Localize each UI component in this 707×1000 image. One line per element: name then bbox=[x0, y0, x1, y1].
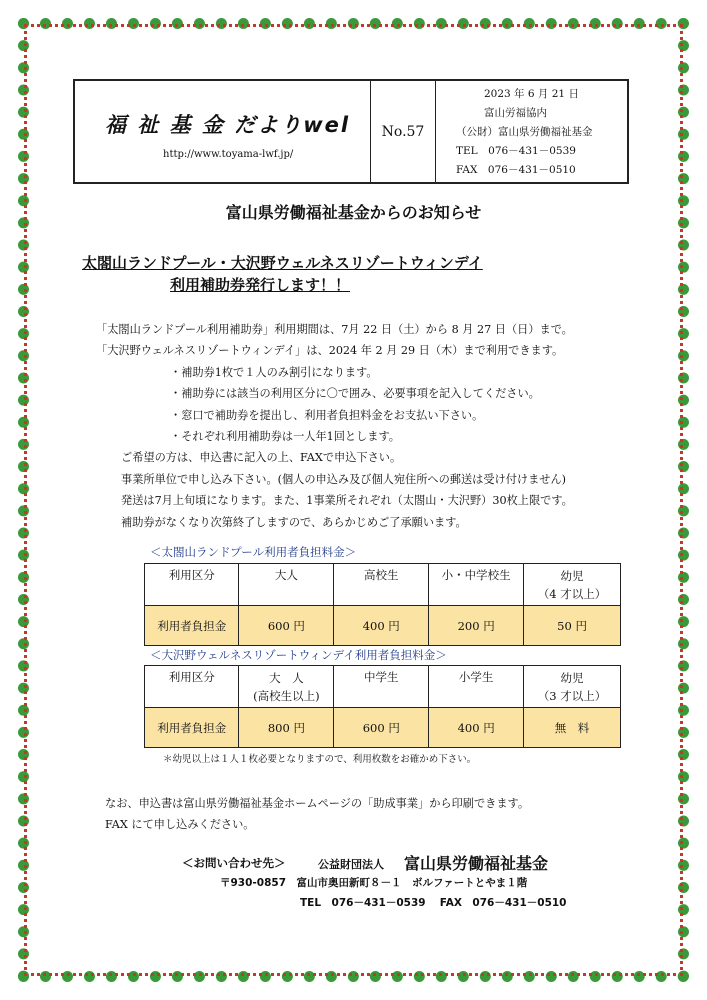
header-sublabel: (高校生以上) bbox=[253, 688, 320, 703]
body-line: 「大沢野ウェルネスリゾートウィンデイ」は、2024 年 2 月 29 日（木）まで利用できます。 bbox=[96, 344, 564, 357]
body-bullet: ・補助券には該当の利用区分に〇で囲み、必要事項を記入してください。 bbox=[170, 387, 540, 400]
closing-line: なお、申込書は富山県労働福祉基金ホームページの「助成事業」から印刷できます。 bbox=[105, 797, 530, 810]
table-header-cell bbox=[524, 564, 621, 606]
price-cell: 200 円 bbox=[429, 606, 524, 646]
table-header-cell: 高校生 bbox=[334, 564, 429, 606]
price-cell: 600 円 bbox=[334, 708, 429, 748]
body-bullet: ・窓口で補助券を提出し、利用者負担料金をお支払い下さい。 bbox=[170, 409, 484, 422]
body-bullet: ・補助券1枚で１人のみ割引になります。 bbox=[170, 366, 378, 379]
price-cell: 50 円 bbox=[524, 606, 621, 646]
body-line: 発送は7月上旬頃になります。また、1事業所それぞれ（太閤山・大沢野）30枚上限です。 bbox=[121, 494, 573, 507]
table1-caption: ＜太閤山ランドプール利用者負担料金＞ bbox=[150, 545, 357, 559]
notice-heading: 富山県労働福祉基金からのお知らせ bbox=[225, 203, 482, 222]
price-cell: 800 円 bbox=[239, 708, 334, 748]
issue-date: 2023 年 6 月 21 日 bbox=[484, 88, 579, 100]
price-label-cell: 利用者負担金 bbox=[145, 606, 239, 646]
table2-caption: ＜大沢野ウェルネスリゾートウィンデイ利用者負担料金＞ bbox=[150, 648, 447, 662]
header-tel: TEL 076－431－0539 bbox=[456, 145, 576, 157]
price-cell: 無 料 bbox=[524, 708, 621, 748]
body-bullet: ・それぞれ利用補助券は一人年1回とします。 bbox=[170, 430, 400, 443]
body-line: 「太閤山ランドプール利用補助券」利用期間は、7月 22 日（土）から 8 月 27 日（日）まで。 bbox=[96, 323, 573, 336]
header-org: （公財）富山県労働福祉基金 bbox=[456, 126, 593, 138]
newsletter-title-box bbox=[75, 81, 371, 182]
body-line: ご希望の方は、申込書に記入の上、FAXで申込下さい。 bbox=[121, 451, 402, 464]
fee-table-osawano bbox=[144, 665, 621, 748]
table-header-cell: 小学生 bbox=[429, 666, 524, 708]
header-label: 幼児 bbox=[560, 670, 584, 685]
table-header-cell: 利用区分 bbox=[145, 666, 239, 708]
header-info bbox=[436, 81, 627, 182]
contact-org-name: 富山県労働福祉基金 bbox=[404, 854, 549, 873]
fee-table-taikozan bbox=[144, 563, 621, 646]
price-label-cell: 利用者負担金 bbox=[145, 708, 239, 748]
table-header-cell: 中学生 bbox=[334, 666, 429, 708]
header-fax: FAX 076－431－0510 bbox=[456, 164, 576, 176]
contact-label: ＜お問い合わせ先＞ bbox=[182, 856, 286, 870]
contact-phone-fax: TEL 076－431－0539 FAX 076－431－0510 bbox=[300, 897, 567, 909]
header-location: 富山労福協内 bbox=[484, 107, 547, 119]
table-header-cell: 大人 bbox=[239, 564, 334, 606]
footnote: ＊幼児以上は１人１枚必要となりますので、利用枚数をお確かめ下さい。 bbox=[163, 754, 477, 765]
table-header-cell bbox=[239, 666, 334, 708]
header-sublabel: （4 才以上） bbox=[537, 586, 607, 601]
table-header-cell: 小・中学校生 bbox=[429, 564, 524, 606]
table-header-cell: 利用区分 bbox=[145, 564, 239, 606]
closing-line: FAX にて申し込みください。 bbox=[105, 818, 255, 831]
header-sublabel: （3 才以上） bbox=[537, 688, 607, 703]
table-header-cell bbox=[524, 666, 621, 708]
header-label: 幼児 bbox=[560, 568, 584, 583]
header-label: 大 人 bbox=[269, 670, 304, 685]
price-cell: 600 円 bbox=[239, 606, 334, 646]
body-line: 事業所単位で申し込み下さい。(個人の申込み及び個人宛住所への郵送は受け付けません) bbox=[121, 473, 567, 486]
contact-corp: 公益財団法人 bbox=[318, 858, 384, 871]
price-cell: 400 円 bbox=[334, 606, 429, 646]
price-cell: 400 円 bbox=[429, 708, 524, 748]
headline-line-2: 利用補助券発行します！！ bbox=[170, 276, 351, 294]
headline-line-1: 太閤山ランドプール・大沢野ウェルネスリゾートウィンデイ bbox=[82, 254, 483, 272]
newsletter-header bbox=[73, 79, 629, 184]
body-line: 補助券がなくなり次第終了しますので、あらかじめご了承願います。 bbox=[121, 516, 467, 529]
issue-number: No.57 bbox=[371, 81, 436, 182]
contact-address: 〒930-0857 富山市奥田新町８－１ ボルファートとやま１階 bbox=[220, 877, 528, 889]
newsletter-title: 福 祉 基 金 だよりwel bbox=[105, 113, 351, 137]
website-url: http://www.toyama-lwf.jp/ bbox=[163, 149, 294, 160]
